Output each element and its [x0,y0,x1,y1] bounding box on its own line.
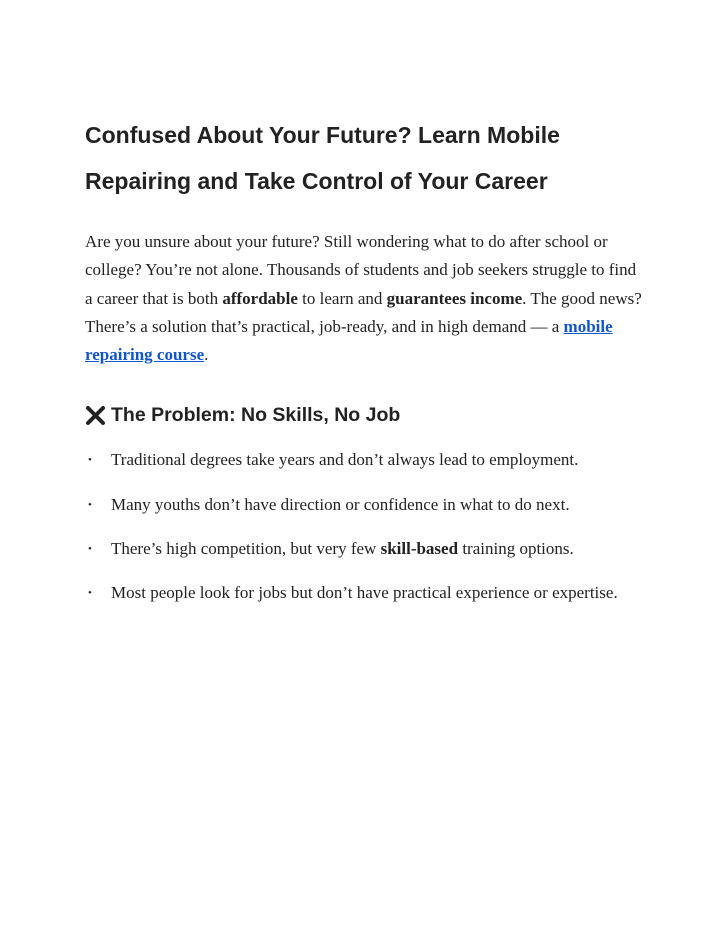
bullet: • [88,543,92,556]
article [85,112,645,624]
intro-bold-guarantees-income: guarantees income [386,288,523,308]
list-item [85,491,645,519]
list-item-text-after: training options. [458,539,574,559]
bullet: • [88,454,92,467]
list-item-text: Traditional degrees take years and don’t always lead to employment. [111,450,579,470]
problem-heading [85,401,645,429]
bullet: • [88,498,92,511]
intro-text-2: to learn and [297,288,387,308]
cross-mark-icon [85,405,106,426]
mobile-repairing-course-link[interactable]: mobile repairing course [85,316,613,365]
intro-paragraph [85,228,645,369]
list-item [85,579,645,607]
intro-text-4: . [204,345,209,365]
list-item-text: Most people look for jobs but don’t have practical experience or expertise. [111,583,618,603]
intro-text-3: . The good news? There’s a solution that’s practical, job-ready, and in high demand — a [85,288,642,336]
intro-bold-affordable: affordable [222,288,298,308]
bullet: • [88,587,92,600]
problem-list [85,446,645,607]
list-item-text-before: There’s high competition, but very few [111,539,381,559]
list-item-text: Many youths don’t have direction or confidence in what to do next. [111,494,570,514]
problem-heading-text: The Problem: No Skills, No Job [111,404,401,427]
article-title: Confused About Your Future? Learn Mobile Repairing and Take Control of Your Career [85,122,560,194]
list-item-bold-skill-based: skill-based [380,539,459,559]
list-item [85,535,645,563]
list-item [85,446,645,474]
intro-text-1: Are you unsure about your future? Still wondering what to do after school or college? You’re not alone. Thousands of students and job seekers struggle to find a career that is both [85,232,637,308]
